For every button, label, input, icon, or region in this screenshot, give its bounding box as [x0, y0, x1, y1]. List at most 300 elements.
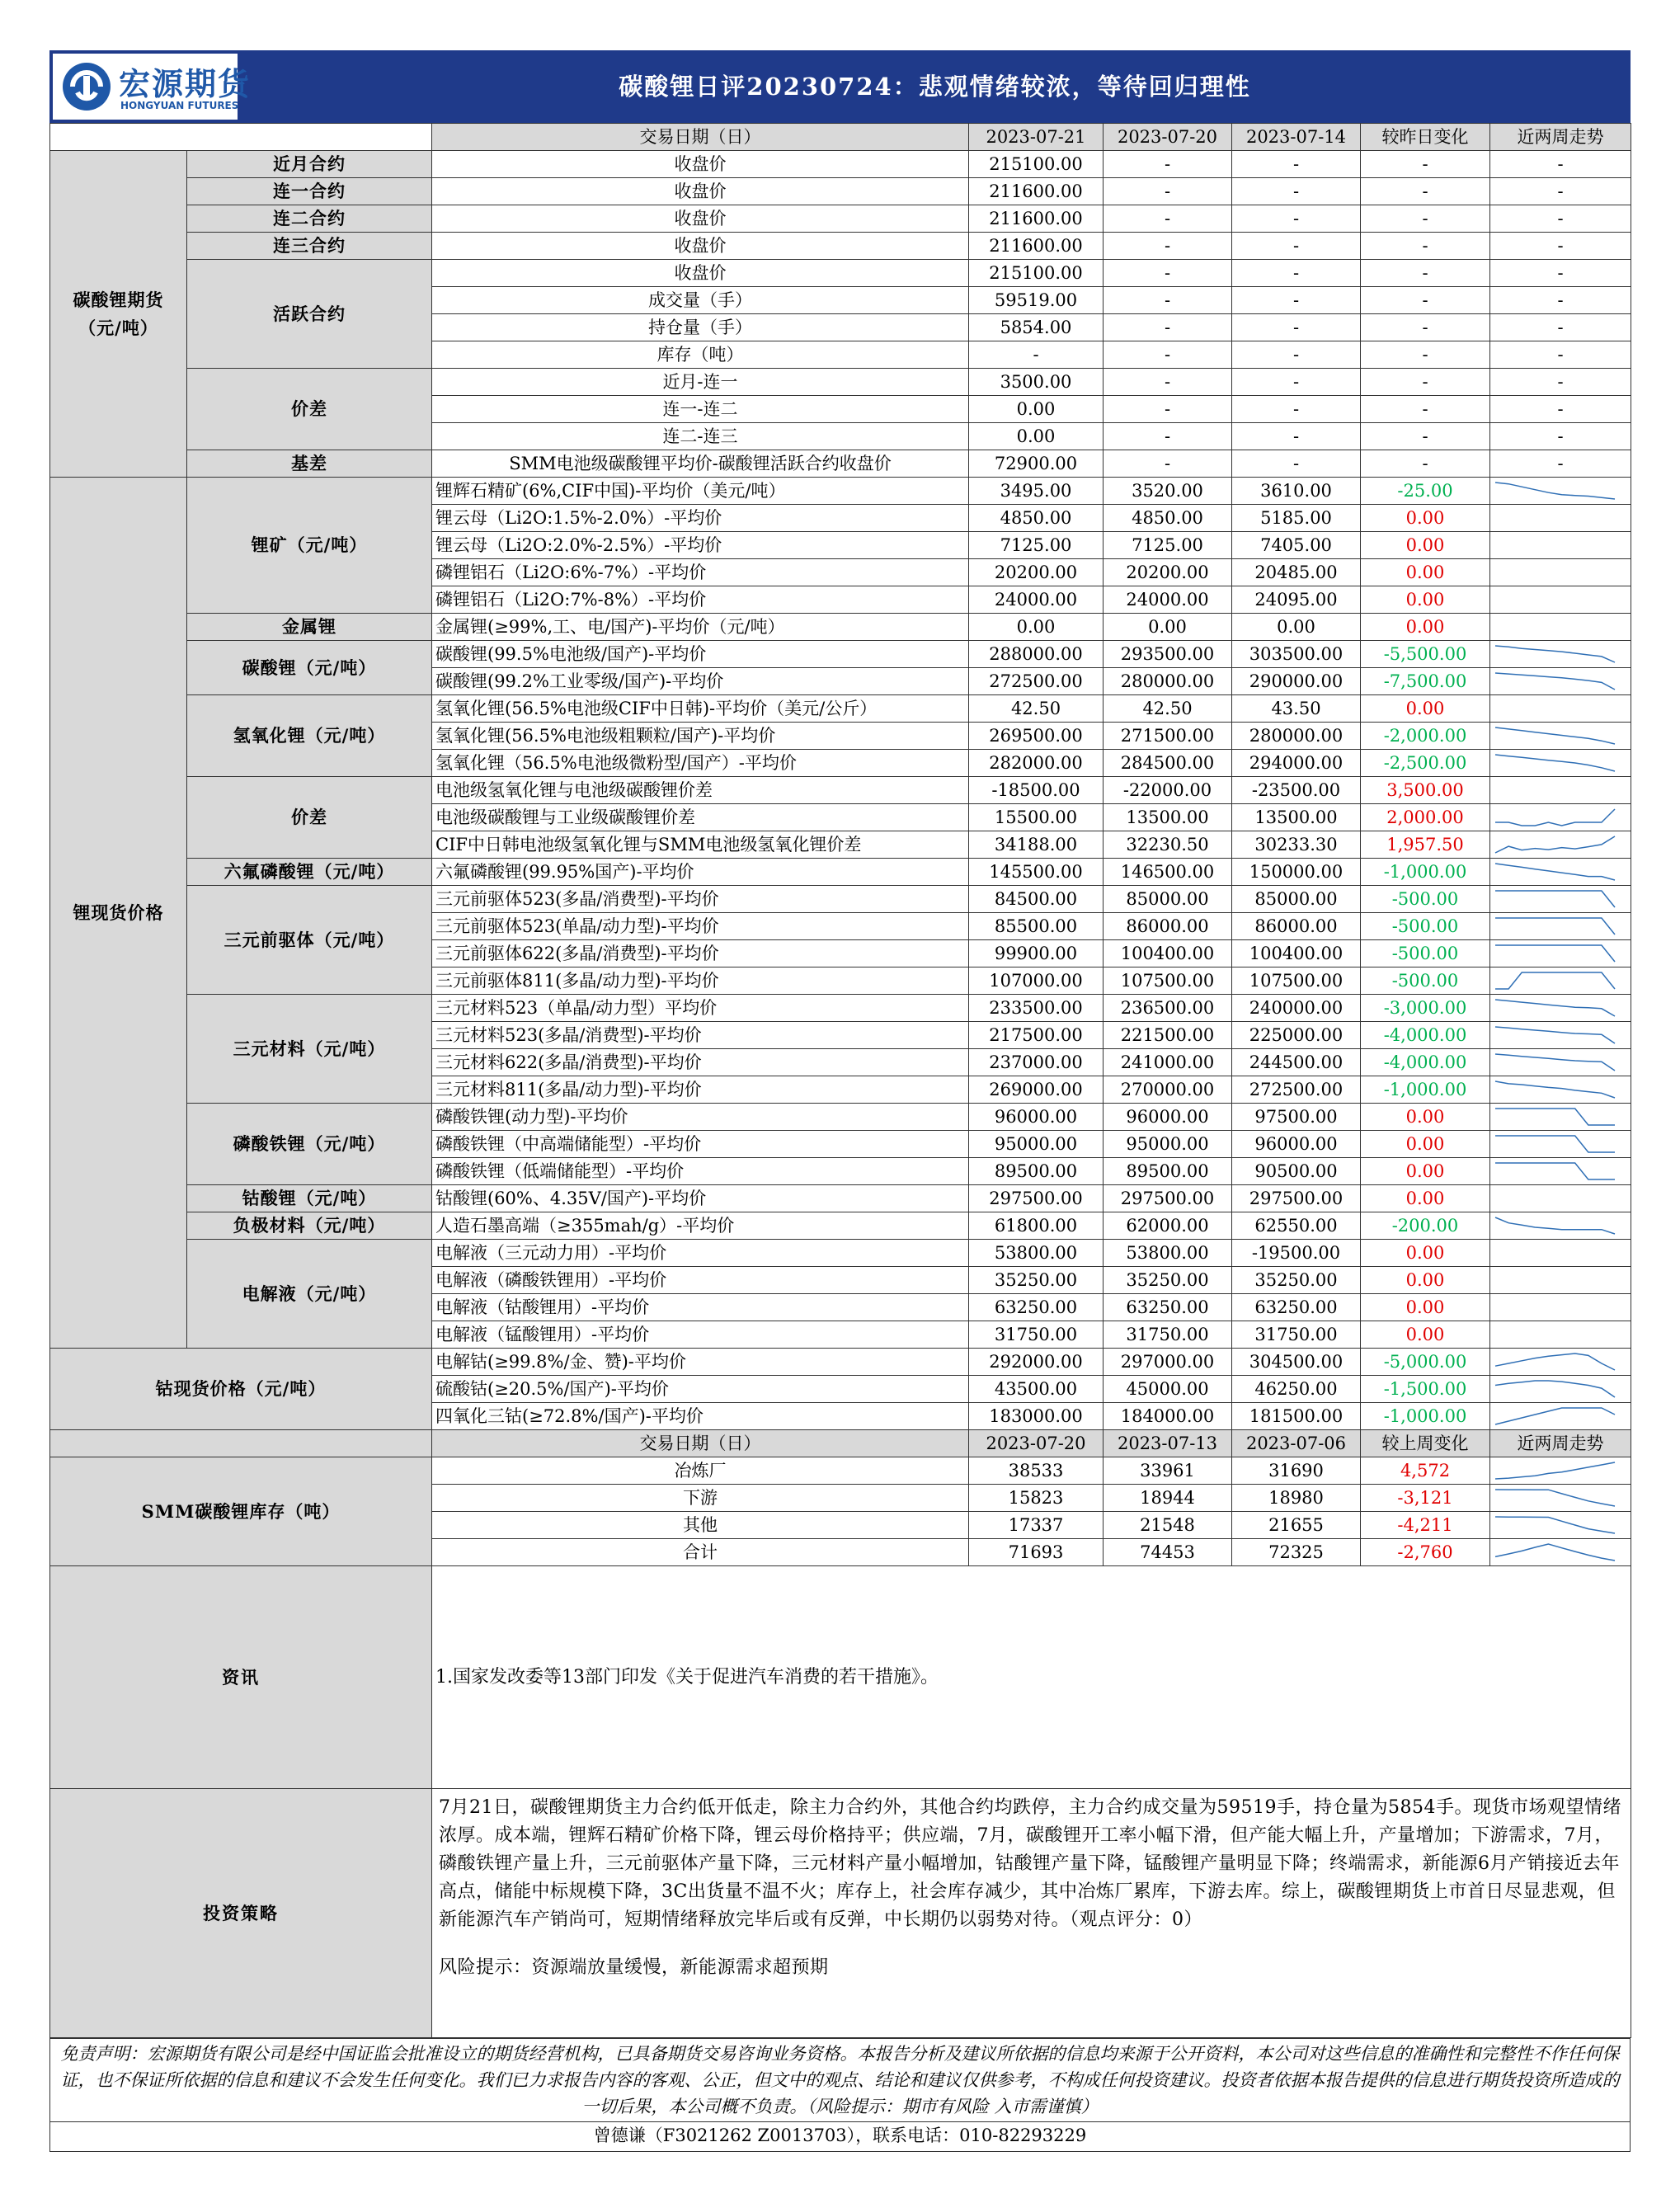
item-name: 连二-连三 — [432, 423, 969, 450]
news-row — [50, 1566, 1631, 1789]
value-date3: 100400.00 — [1232, 940, 1361, 967]
value-date2: 297000.00 — [1104, 1349, 1232, 1376]
header-date3: 2023-07-06 — [1232, 1430, 1361, 1457]
sparkline-series — [1495, 1081, 1615, 1098]
table-row — [50, 178, 1631, 205]
sub-label: 连二合约 — [187, 205, 432, 233]
sparkline-series — [1495, 1462, 1615, 1479]
change-value: -7,500.00 — [1361, 668, 1490, 695]
value-date2: - — [1104, 287, 1232, 314]
value-date2: 297500.00 — [1104, 1185, 1232, 1212]
trend-sparkline — [1490, 641, 1631, 668]
trend-sparkline — [1490, 505, 1631, 532]
sub-label: 连三合约 — [187, 233, 432, 260]
value-date1: 96000.00 — [969, 1104, 1104, 1131]
change-value: 0.00 — [1361, 1131, 1490, 1158]
trend-sparkline — [1490, 967, 1631, 995]
change-value: 0.00 — [1361, 1240, 1490, 1267]
value-date3: - — [1232, 178, 1361, 205]
change-value: - — [1361, 205, 1490, 233]
value-date1: 31750.00 — [969, 1321, 1104, 1349]
change-value: 0.00 — [1361, 1185, 1490, 1212]
sub-label: 六氟磷酸锂（元/吨） — [187, 859, 432, 886]
change-value: -500.00 — [1361, 940, 1490, 967]
value-date1: 3495.00 — [969, 478, 1104, 505]
sparkline-series — [1495, 864, 1615, 880]
sparkline-chart — [1490, 1377, 1620, 1401]
change-value: - — [1361, 369, 1490, 396]
change-value: -1,000.00 — [1361, 859, 1490, 886]
value-date1: 145500.00 — [969, 859, 1104, 886]
value-date2: 42.50 — [1104, 695, 1232, 723]
sparkline-series — [1495, 972, 1615, 989]
change-value: -1,500.00 — [1361, 1376, 1490, 1403]
change-value: - — [1361, 233, 1490, 260]
trend-value: - — [1490, 287, 1631, 314]
value-date3: 31690 — [1232, 1457, 1361, 1485]
value-date1: 3500.00 — [969, 369, 1104, 396]
value-date3: - — [1232, 369, 1361, 396]
trend-sparkline — [1490, 1457, 1631, 1485]
sub-label: 电解液（元/吨） — [187, 1240, 432, 1349]
value-date2: 221500.00 — [1104, 1022, 1232, 1049]
value-date3: - — [1232, 314, 1361, 341]
table-row — [50, 995, 1631, 1022]
sparkline-chart — [1490, 478, 1620, 503]
sparkline-series — [1495, 727, 1615, 744]
value-date2: 284500.00 — [1104, 750, 1232, 777]
item-name: 冶炼厂 — [432, 1457, 969, 1485]
value-date2: 45000.00 — [1104, 1376, 1232, 1403]
value-date3: - — [1232, 341, 1361, 369]
value-date3: 13500.00 — [1232, 804, 1361, 831]
sparkline-chart — [1490, 1404, 1620, 1429]
group-inventory: SMM碳酸锂库存（吨） — [50, 1457, 432, 1566]
value-date1: 211600.00 — [969, 205, 1104, 233]
value-date3: 90500.00 — [1232, 1158, 1361, 1185]
value-date2: - — [1104, 341, 1232, 369]
change-value: 3,500.00 — [1361, 777, 1490, 804]
table-row — [50, 205, 1631, 233]
value-date1: 272500.00 — [969, 668, 1104, 695]
value-date3: 7405.00 — [1232, 532, 1361, 559]
trend-sparkline — [1490, 1376, 1631, 1403]
logo-chinese-name: 宏源期货 — [119, 66, 252, 102]
risk-warning: 风险提示：资源端放量缓慢，新能源需求超预期 — [439, 1957, 829, 1978]
item-name: 库存（吨） — [432, 341, 969, 369]
value-date1: 71693 — [969, 1539, 1104, 1566]
strategy-row — [50, 1789, 1631, 2038]
value-date2: 3520.00 — [1104, 478, 1232, 505]
value-date2: 7125.00 — [1104, 532, 1232, 559]
item-name: 氢氧化锂(56.5%电池级CIF中日韩)-平均价（美元/公斤） — [432, 695, 969, 723]
trend-sparkline — [1490, 1321, 1631, 1349]
value-date2: - — [1104, 314, 1232, 341]
table-row — [50, 233, 1631, 260]
table-row — [50, 1104, 1631, 1131]
item-name: 电解钴(≥99.8%/金、赞)-平均价 — [432, 1349, 969, 1376]
sparkline-chart — [1490, 968, 1620, 993]
value-date1: -18500.00 — [969, 777, 1104, 804]
change-value: -4,211 — [1361, 1512, 1490, 1539]
value-date2: 31750.00 — [1104, 1321, 1232, 1349]
sparkline-series — [1495, 1163, 1615, 1179]
item-name: CIF中日韩电池级氢氧化锂与SMM电池级氢氧化锂价差 — [432, 831, 969, 859]
table-row — [50, 641, 1631, 668]
value-date3: 96000.00 — [1232, 1131, 1361, 1158]
value-date3: 150000.00 — [1232, 859, 1361, 886]
change-value: -4,000.00 — [1361, 1022, 1490, 1049]
change-value: 2,000.00 — [1361, 804, 1490, 831]
sub-label: 锂矿（元/吨） — [187, 478, 432, 614]
trend-sparkline — [1490, 1185, 1631, 1212]
value-date1: 0.00 — [969, 396, 1104, 423]
value-date3: -23500.00 — [1232, 777, 1361, 804]
item-name: 磷锂铝石（Li2O:6%-7%）-平均价 — [432, 559, 969, 586]
value-date3: 304500.00 — [1232, 1349, 1361, 1376]
sparkline-series — [1495, 673, 1615, 690]
change-value: -2,500.00 — [1361, 750, 1490, 777]
value-date3: -19500.00 — [1232, 1240, 1361, 1267]
value-date2: - — [1104, 260, 1232, 287]
value-date1: 35250.00 — [969, 1267, 1104, 1294]
value-date1: 233500.00 — [969, 995, 1104, 1022]
change-value: - — [1361, 151, 1490, 178]
trend-value: - — [1490, 423, 1631, 450]
value-date3: 24095.00 — [1232, 586, 1361, 614]
header-trend: 近两周走势 — [1490, 1430, 1631, 1457]
value-date1: 17337 — [969, 1512, 1104, 1539]
value-date1: 43500.00 — [969, 1376, 1104, 1403]
item-name: 收盘价 — [432, 178, 969, 205]
value-date2: 271500.00 — [1104, 723, 1232, 750]
trend-sparkline — [1490, 1049, 1631, 1076]
value-date3: - — [1232, 287, 1361, 314]
table-row — [50, 1185, 1631, 1212]
item-name: 电解液（磷酸铁锂用）-平均价 — [432, 1267, 969, 1294]
change-value: 0.00 — [1361, 1104, 1490, 1131]
sub-label: 三元材料（元/吨） — [187, 995, 432, 1104]
item-name: 磷酸铁锂（低端储能型）-平均价 — [432, 1158, 969, 1185]
value-date1: 20200.00 — [969, 559, 1104, 586]
value-date1: 95000.00 — [969, 1131, 1104, 1158]
report-title: 碳酸锂日评20230724：悲观情绪较浓，等待回归理性 — [619, 73, 1251, 101]
sparkline-series — [1495, 1109, 1615, 1125]
value-date3: 62550.00 — [1232, 1212, 1361, 1240]
value-date1: 211600.00 — [969, 233, 1104, 260]
item-name: 氢氧化锂(56.5%电池级粗颗粒/国产)-平均价 — [432, 723, 969, 750]
change-value: -500.00 — [1361, 967, 1490, 995]
sparkline-chart — [1490, 805, 1620, 830]
value-date2: - — [1104, 423, 1232, 450]
trend-sparkline — [1490, 532, 1631, 559]
trend-sparkline — [1490, 1294, 1631, 1321]
value-date3: 244500.00 — [1232, 1049, 1361, 1076]
header-date2: 2023-07-20 — [1104, 124, 1232, 151]
value-date3: 85000.00 — [1232, 886, 1361, 913]
change-value: 0.00 — [1361, 1158, 1490, 1185]
value-date2: - — [1104, 151, 1232, 178]
hongyuan-logo-icon — [61, 61, 112, 112]
sparkline-series — [1495, 918, 1615, 935]
sparkline-series — [1495, 1354, 1615, 1370]
item-name: 锂辉石精矿(6%,CIF中国)-平均价（美元/吨） — [432, 478, 969, 505]
change-value: -25.00 — [1361, 478, 1490, 505]
trend-value: - — [1490, 450, 1631, 478]
trend-value: - — [1490, 233, 1631, 260]
change-value: -1,000.00 — [1361, 1076, 1490, 1104]
item-name: 近月-连一 — [432, 369, 969, 396]
value-date1: 217500.00 — [969, 1022, 1104, 1049]
change-value: - — [1361, 396, 1490, 423]
sub-label: 三元前驱体（元/吨） — [187, 886, 432, 995]
item-name: 氢氧化锂（56.5%电池级微粉型/国产）-平均价 — [432, 750, 969, 777]
value-date1: 215100.00 — [969, 260, 1104, 287]
item-name: 碳酸锂(99.5%电池级/国产)-平均价 — [432, 641, 969, 668]
change-value: 0.00 — [1361, 1267, 1490, 1294]
trend-sparkline — [1490, 1131, 1631, 1158]
item-name: 连一-连二 — [432, 396, 969, 423]
sparkline-chart — [1490, 914, 1620, 939]
trend-value: - — [1490, 369, 1631, 396]
change-value: 1,957.50 — [1361, 831, 1490, 859]
data-table — [49, 123, 1631, 2038]
value-date2: 0.00 — [1104, 614, 1232, 641]
strategy-text: 7月21日，碳酸锂期货主力合约低开低走，除主力合约外，其他合约均跌停，主力合约成交量为59519手，持仓量为5854手。现货市场观望情绪浓厚。成本端，锂辉石精矿价格下降，锂云母价格持平；供应端，7月，碳酸锂开工率小幅下滑，但产能大幅上升，产量增加；下游需求，7月，磷酸铁锂产量上升，三元前驱体产量下降，三元材料产量小幅增加，钴酸锂产量下降，锰酸锂产量明显下降；终端需求，新能源6月产销接近去年高点，储能中标规模下降，3C出货量不温不火；库存上，社会库存减少，其中冶炼厂累库，下游去库。综上，碳酸锂期货上市首日尽显悲观，但新能源汽车产销尚可，短期情绪释放完毕后或有反弹，中长期仍以弱势对待。（观点评分：0） — [439, 1797, 1621, 1930]
item-name: 成交量（手） — [432, 287, 969, 314]
sparkline-series — [1495, 1544, 1615, 1561]
trend-sparkline — [1490, 777, 1631, 804]
trend-sparkline — [1490, 1485, 1631, 1512]
value-date1: 34188.00 — [969, 831, 1104, 859]
value-date3: 240000.00 — [1232, 995, 1361, 1022]
value-date3: 294000.00 — [1232, 750, 1361, 777]
item-name: 合计 — [432, 1539, 969, 1566]
item-name: 下游 — [432, 1485, 969, 1512]
change-value: -5,500.00 — [1361, 641, 1490, 668]
value-date2: -22000.00 — [1104, 777, 1232, 804]
sparkline-chart — [1490, 1485, 1620, 1510]
sparkline-chart — [1490, 1458, 1620, 1483]
value-date1: 0.00 — [969, 614, 1104, 641]
sparkline-chart — [1490, 887, 1620, 911]
header-date1: 2023-07-21 — [969, 124, 1104, 151]
value-date3: - — [1232, 396, 1361, 423]
sub-label: 近月合约 — [187, 151, 432, 178]
value-date1: 72900.00 — [969, 450, 1104, 478]
trend-sparkline — [1490, 1539, 1631, 1566]
value-date1: 53800.00 — [969, 1240, 1104, 1267]
item-name: 钴酸锂(60%、4.35V/国产)-平均价 — [432, 1185, 969, 1212]
sub-label: 负极材料（元/吨） — [187, 1212, 432, 1240]
change-value: -2,760 — [1361, 1539, 1490, 1566]
item-name: 三元前驱体523(单晶/动力型)-平均价 — [432, 913, 969, 940]
item-name: 磷酸铁锂(动力型)-平均价 — [432, 1104, 969, 1131]
item-name: 收盘价 — [432, 205, 969, 233]
trend-value: - — [1490, 396, 1631, 423]
item-name: 三元材料622(多晶/消费型)-平均价 — [432, 1049, 969, 1076]
trend-sparkline — [1490, 1349, 1631, 1376]
sparkline-series — [1495, 809, 1615, 826]
change-value: 0.00 — [1361, 532, 1490, 559]
sparkline-chart — [1490, 1023, 1620, 1048]
value-date2: - — [1104, 369, 1232, 396]
change-value: 0.00 — [1361, 586, 1490, 614]
item-name: 锂云母（Li2O:1.5%-2.0%）-平均价 — [432, 505, 969, 532]
change-value: 0.00 — [1361, 1294, 1490, 1321]
news-text: 1.国家发改委等13部门印发《关于促进汽车消费的若干措施》。 — [432, 1566, 1631, 1789]
value-date3: 20485.00 — [1232, 559, 1361, 586]
change-value: -500.00 — [1361, 886, 1490, 913]
item-name: 电解液（锰酸锂用）-平均价 — [432, 1321, 969, 1349]
value-date2: 280000.00 — [1104, 668, 1232, 695]
value-date1: 5854.00 — [969, 314, 1104, 341]
header-date-label: 交易日期（日） — [432, 1430, 969, 1457]
sparkline-chart — [1490, 1077, 1620, 1102]
sparkline-chart — [1490, 832, 1620, 857]
sub-label: 磷酸铁锂（元/吨） — [187, 1104, 432, 1185]
sparkline-chart — [1490, 669, 1620, 694]
item-name: 磷酸铁锂（中高端储能型）-平均价 — [432, 1131, 969, 1158]
sub-label: 价差 — [187, 777, 432, 859]
value-date2: 107500.00 — [1104, 967, 1232, 995]
value-date2: 21548 — [1104, 1512, 1232, 1539]
trend-sparkline — [1490, 1158, 1631, 1185]
change-value: - — [1361, 423, 1490, 450]
trend-sparkline — [1490, 913, 1631, 940]
change-value: - — [1361, 178, 1490, 205]
header-change: 较上周变化 — [1361, 1430, 1490, 1457]
trend-value: - — [1490, 341, 1631, 369]
sparkline-series — [1495, 1381, 1615, 1397]
sub-label: 基差 — [187, 450, 432, 478]
value-date2: 95000.00 — [1104, 1131, 1232, 1158]
value-date1: 24000.00 — [969, 586, 1104, 614]
sub-label: 活跃合约 — [187, 260, 432, 369]
sparkline-chart — [1490, 1513, 1620, 1537]
value-date1: 59519.00 — [969, 287, 1104, 314]
item-name: 硫酸钴(≥20.5%/国产)-平均价 — [432, 1376, 969, 1403]
table-row — [50, 1349, 1631, 1376]
sparkline-chart — [1490, 941, 1620, 966]
trend-sparkline — [1490, 750, 1631, 777]
item-name: 电池级氢氧化锂与电池级碳酸锂价差 — [432, 777, 969, 804]
trend-sparkline — [1490, 859, 1631, 886]
item-name: 三元前驱体523(多晶/消费型)-平均价 — [432, 886, 969, 913]
sparkline-series — [1495, 1408, 1615, 1424]
value-date3: 21655 — [1232, 1512, 1361, 1539]
value-date2: 86000.00 — [1104, 913, 1232, 940]
value-date2: 85000.00 — [1104, 886, 1232, 913]
change-value: 0.00 — [1361, 505, 1490, 532]
header-date2: 2023-07-13 — [1104, 1430, 1232, 1457]
table-row — [50, 1240, 1631, 1267]
item-name: 三元前驱体622(多晶/消费型)-平均价 — [432, 940, 969, 967]
value-date3: 297500.00 — [1232, 1185, 1361, 1212]
trend-sparkline — [1490, 586, 1631, 614]
value-date3: 35250.00 — [1232, 1267, 1361, 1294]
change-value: -1,000.00 — [1361, 1403, 1490, 1430]
value-date2: - — [1104, 205, 1232, 233]
value-date2: - — [1104, 178, 1232, 205]
value-date2: 184000.00 — [1104, 1403, 1232, 1430]
change-value: -500.00 — [1361, 913, 1490, 940]
trend-sparkline — [1490, 614, 1631, 641]
item-name: 三元前驱体811(多晶/动力型)-平均价 — [432, 967, 969, 995]
value-date3: - — [1232, 233, 1361, 260]
value-date3: 303500.00 — [1232, 641, 1361, 668]
value-date2: 89500.00 — [1104, 1158, 1232, 1185]
header-date3: 2023-07-14 — [1232, 124, 1361, 151]
item-name: 电解液（钴酸锂用）-平均价 — [432, 1294, 969, 1321]
value-date1: 99900.00 — [969, 940, 1104, 967]
header-blank — [50, 124, 432, 151]
header-date-label: 交易日期（日） — [432, 124, 969, 151]
sparkline-chart — [1490, 1213, 1620, 1238]
value-date3: - — [1232, 151, 1361, 178]
trend-value: - — [1490, 205, 1631, 233]
change-value: - — [1361, 450, 1490, 478]
value-date3: 0.00 — [1232, 614, 1361, 641]
sparkline-chart — [1490, 751, 1620, 775]
strategy-label: 投资策略 — [50, 1789, 432, 2038]
sparkline-chart — [1490, 1050, 1620, 1075]
value-date3: 181500.00 — [1232, 1403, 1361, 1430]
sparkline-chart — [1490, 723, 1620, 748]
sub-label: 价差 — [187, 369, 432, 450]
item-name: 持仓量（手） — [432, 314, 969, 341]
value-date3: - — [1232, 423, 1361, 450]
value-date3: 290000.00 — [1232, 668, 1361, 695]
item-name: 锂云母（Li2O:2.0%-2.5%）-平均价 — [432, 532, 969, 559]
news-label: 资讯 — [50, 1566, 432, 1789]
change-value: -4,000.00 — [1361, 1049, 1490, 1076]
change-value: -3,121 — [1361, 1485, 1490, 1512]
sparkline-chart — [1490, 1104, 1620, 1129]
value-date1: 89500.00 — [969, 1158, 1104, 1185]
value-date2: 24000.00 — [1104, 586, 1232, 614]
trend-sparkline — [1490, 995, 1631, 1022]
value-date2: 74453 — [1104, 1539, 1232, 1566]
value-date3: 30233.30 — [1232, 831, 1361, 859]
trend-sparkline — [1490, 1267, 1631, 1294]
value-date1: 107000.00 — [969, 967, 1104, 995]
change-value: - — [1361, 260, 1490, 287]
logo-english-name: HONGYUAN FUTURES — [120, 100, 239, 111]
value-date1: 288000.00 — [969, 641, 1104, 668]
sparkline-chart — [1490, 1540, 1620, 1565]
sparkline-chart — [1490, 642, 1620, 666]
item-name: 磷锂铝石（Li2O:7%-8%）-平均价 — [432, 586, 969, 614]
sparkline-series — [1495, 1054, 1615, 1071]
trend-sparkline — [1490, 1104, 1631, 1131]
trend-sparkline — [1490, 886, 1631, 913]
value-date3: 107500.00 — [1232, 967, 1361, 995]
value-date1: 269000.00 — [969, 1076, 1104, 1104]
trend-sparkline — [1490, 695, 1631, 723]
value-date1: 0.00 — [969, 423, 1104, 450]
value-date2: 96000.00 — [1104, 1104, 1232, 1131]
change-value: -2,000.00 — [1361, 723, 1490, 750]
change-value: 0.00 — [1361, 614, 1490, 641]
strategy-cell — [432, 1789, 1631, 2038]
contact-line: 曾德谦（F3021262 Z0013703），联系电话：010-82293229 — [49, 2122, 1631, 2152]
table-row — [50, 886, 1631, 913]
sparkline-series — [1495, 1027, 1615, 1043]
value-date2: 33961 — [1104, 1457, 1232, 1485]
header-change: 较昨日变化 — [1361, 124, 1490, 151]
value-date2: 241000.00 — [1104, 1049, 1232, 1076]
